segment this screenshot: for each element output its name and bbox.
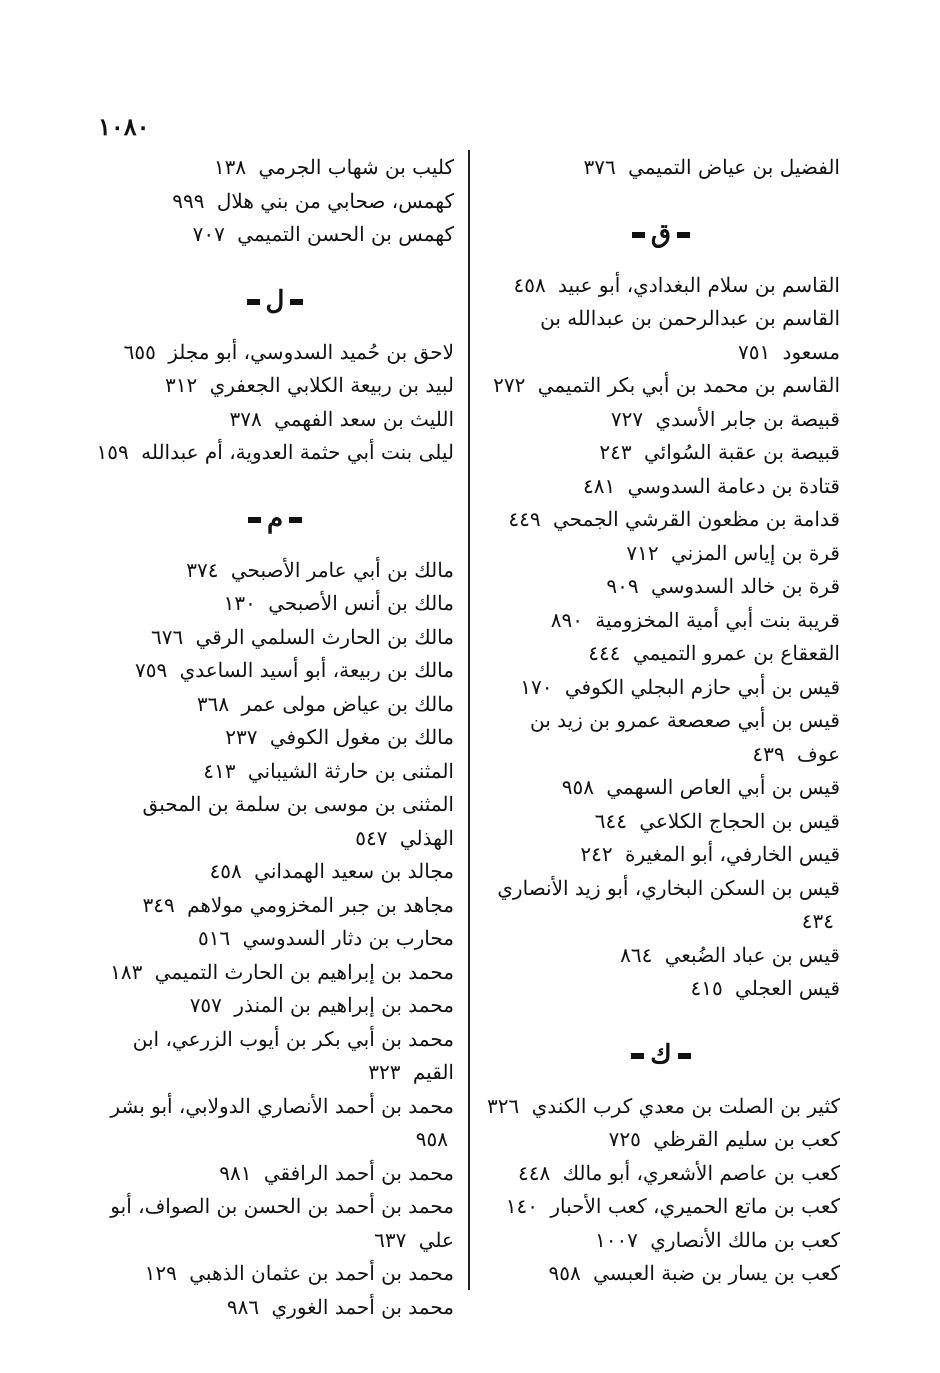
entry-name: كهمس، صحابي من بني هلال: [216, 188, 454, 213]
entry-page-number: ٧٢٥: [608, 1127, 641, 1151]
entry-name: الفضيل بن عياض التميمي: [628, 155, 840, 179]
entry-name: الليث بن سعد الفهمي: [274, 406, 454, 431]
entry-name: القاسم بن سلام البغدادي، أبو عبيد: [558, 272, 840, 297]
index-entry: [482, 604, 840, 638]
index-entry: [482, 972, 840, 1006]
entry-page-number: ٤٤٩: [508, 507, 541, 531]
index-entry: [482, 436, 840, 470]
ornament-bar: [247, 299, 260, 305]
entry-name: قيس بن أبي العاص السهمي: [606, 775, 840, 799]
entry-page-number: ٦٣٧: [374, 1227, 407, 1252]
entry-page-number: ٩٠٩: [606, 574, 639, 598]
entry-page-number: ٤٤٨: [517, 1160, 551, 1185]
section-spacer: [96, 252, 454, 266]
entry-page-number: ٧٢٧: [610, 406, 644, 431]
entry-page-number: ٤٣٩: [752, 741, 785, 766]
entry-name: مالك بن عياض مولى عمر: [241, 691, 454, 716]
section-spacer: [482, 1006, 840, 1020]
entry-name: مالك بن أنس الأصبحي: [268, 591, 454, 615]
entry-name: مالك بن ربيعة، أبو أسيد الساعدي: [179, 658, 454, 682]
ornament-bar: [290, 299, 303, 305]
index-entry: [482, 302, 840, 369]
index-entry: [96, 1090, 454, 1157]
entry-page-number: ٢٣٧: [225, 725, 258, 749]
index-entry: [96, 1291, 454, 1325]
entry-page-number: ٦٤٤: [594, 808, 627, 833]
index-entry: [482, 470, 840, 504]
index-entry: [96, 788, 454, 855]
index-entry: [96, 1190, 454, 1257]
entry-page-number: ٤٨١: [583, 473, 616, 498]
entry-name: قبيصة بن جابر الأسدي: [655, 406, 840, 431]
entry-name: قيس بن أبي حازم البجلي الكوفي: [564, 674, 840, 699]
index-entry: [482, 403, 840, 437]
entry-name: المثنى بن موسى بن سلمة بن المحبق الهذلي: [142, 792, 454, 850]
index-entry: [482, 570, 840, 604]
entry-page-number: ١٣٠: [223, 591, 256, 615]
index-entry: [96, 688, 454, 722]
entry-page-number: ٧١٢: [626, 540, 659, 565]
entry-name: محمد بن أحمد الغوري: [271, 1294, 454, 1319]
entry-page-number: ٢٤٢: [580, 842, 613, 866]
entry-name: قيس العجلي: [735, 976, 840, 1000]
entry-name: لاحق بن حُميد السدوسي، أبو مجلز: [168, 339, 454, 364]
entry-page-number: ٤١٣: [203, 758, 236, 783]
index-entry: [482, 503, 840, 537]
entry-page-number: ٧٥٧: [189, 993, 222, 1017]
section-letter: م: [266, 503, 284, 534]
index-entry: [96, 721, 454, 755]
index-entry: [482, 151, 840, 185]
entry-name: قيس بن الحجاج الكلاعي: [639, 808, 840, 833]
entry-name: مالك بن أبي عامر الأصبحي: [230, 557, 454, 582]
entry-page-number: ١٧٠: [520, 674, 553, 699]
entry-name: قرة بن إياس المزني: [670, 540, 840, 565]
entry-page-number: ٩٨١: [219, 1160, 252, 1185]
ornament-bar: [677, 232, 690, 238]
index-entry: [96, 554, 454, 588]
index-entry: [482, 872, 840, 939]
entry-page-number: ٢٧٢: [493, 373, 526, 397]
entry-name: مجاهد بن جبر المخزومي مولاهم: [187, 892, 454, 917]
index-entry: [96, 1023, 454, 1090]
section-letter-header: [482, 1020, 840, 1090]
entry-page-number: ٩٨٦: [226, 1294, 260, 1319]
entry-page-number: ٥٤٧: [355, 825, 388, 850]
entry-page-number: ٢٤٣: [599, 440, 632, 464]
entry-page-number: ٤٥٨: [513, 272, 546, 297]
entry-name: قبيصة بن عقبة السُوائي: [644, 440, 840, 464]
entry-name: قيس بن السكن البخاري، أبو زيد الأنصاري: [497, 875, 840, 900]
ornament-bar: [248, 517, 261, 523]
entry-name: قيس بن عباد الضُبعي: [664, 942, 840, 967]
entry-page-number: ٥١٦: [198, 926, 231, 950]
entry-page-number: ٤٤٤: [588, 641, 621, 665]
index-entry: [96, 403, 454, 437]
entry-page-number: ٨٦٤: [620, 942, 653, 967]
entry-name: مالك بن الحارث السلمي الرقي: [195, 624, 454, 649]
entry-page-number: ٣٦٨: [196, 691, 230, 716]
entry-name: محمد بن أبي بكر بن أيوب الزرعي، ابن القيم: [132, 1026, 454, 1084]
entry-name: قتادة بن دعامة السدوسي: [627, 473, 840, 498]
entry-page-number: ١٢٩: [144, 1261, 177, 1285]
index-entry: [482, 637, 840, 671]
entry-name: القاسم بن محمد بن أبي بكر التميمي: [537, 373, 840, 397]
index-entry: [96, 185, 454, 219]
index-entry: [96, 755, 454, 789]
ornament-bar: [631, 1053, 644, 1059]
entry-page-number: ٩٥٨: [561, 775, 595, 799]
index-entry: [96, 587, 454, 621]
index-entry: [482, 939, 840, 973]
entry-page-number: ٣١٢: [165, 373, 198, 397]
entry-name: محمد بن أحمد الأنصاري الدولابي، أبو بشر: [110, 1093, 454, 1118]
entry-name: محارب بن دثار السدوسي: [242, 926, 454, 950]
index-entry: [482, 369, 840, 403]
entry-name: محمد بن إبراهيم بن المنذر: [234, 993, 454, 1017]
entry-name: المثنى بن حارثة الشيباني: [247, 758, 454, 783]
index-entry: [482, 838, 840, 872]
section-spacer: [482, 185, 840, 199]
index-entry: [96, 654, 454, 688]
entry-name: كعب بن يسار بن ضبة العبسي: [593, 1261, 840, 1285]
section-letter-header: [96, 266, 454, 336]
entry-name: قريبة بنت أبي أمية المخزومية: [595, 607, 840, 632]
entry-page-number: ٣٧٨: [229, 406, 262, 431]
entry-name: محمد بن أحمد الرافقي: [263, 1160, 454, 1185]
index-entry: [482, 1190, 840, 1224]
entry-page-number: ٧٥٩: [135, 658, 168, 682]
index-entry: [96, 336, 454, 370]
entry-page-number: ٩٩٩: [172, 188, 205, 213]
entry-page-number: ٣٢٣: [368, 1060, 401, 1084]
index-entry: [96, 151, 454, 185]
entry-name: القعقاع بن عمرو التميمي: [632, 641, 840, 665]
entry-page-number: ١٥٩: [96, 440, 129, 464]
right-column: [482, 151, 840, 1291]
entry-page-number: ٣٢٦: [487, 1093, 520, 1118]
index-entry: [96, 1157, 454, 1191]
ornament-bar: [632, 232, 645, 238]
entry-page-number: ٣٧٤: [186, 557, 219, 582]
index-entry: [482, 537, 840, 571]
index-entry: [482, 1224, 840, 1258]
entry-name: كهمس بن الحسن التميمي: [237, 222, 454, 246]
index-entry: [482, 805, 840, 839]
entry-name: كعب بن ماتع الحميري، كعب الأحبار: [550, 1194, 840, 1218]
entry-page-number: ٣٤٩: [142, 892, 175, 917]
entry-page-number: ١٠٠٧: [594, 1227, 638, 1252]
entry-page-number: ٩٥٨: [415, 1127, 448, 1151]
index-entry: [96, 855, 454, 889]
section-spacer: [96, 470, 454, 484]
entry-name: ليلى بنت أبي حثمة العدوية، أم عبدالله: [141, 440, 454, 464]
index-entry: [96, 1257, 454, 1291]
entry-page-number: ١٨٣: [110, 959, 143, 984]
index-entry: [96, 436, 454, 470]
entry-page-number: ٦٥٥: [123, 339, 156, 364]
index-entry: [96, 956, 454, 990]
entry-name: كعب بن مالك الأنصاري: [650, 1227, 840, 1252]
entry-page-number: ١٤٠: [505, 1194, 538, 1218]
column-divider: [468, 150, 470, 1290]
entry-name: محمد بن أحمد بن عثمان الذهبي: [189, 1261, 454, 1285]
entry-page-number: ١٣٨: [213, 155, 247, 179]
entry-name: مجالد بن سعيد الهمداني: [254, 859, 454, 883]
entry-page-number: ٤٣٤: [801, 909, 834, 933]
index-entry: [96, 621, 454, 655]
entry-page-number: ٧٠٧: [192, 222, 225, 246]
entry-page-number: ٦٧٦: [151, 624, 184, 649]
index-entry: [482, 671, 840, 705]
entry-page-number: ٤١٥: [690, 976, 723, 1000]
entry-name: لبيد بن ربيعة الكلابي الجعفري: [209, 373, 454, 397]
ornament-bar: [678, 1053, 691, 1059]
entry-page-number: ٤٥٨: [209, 859, 242, 883]
ornament-bar: [289, 517, 302, 523]
entry-name: قيس بن أبي صعصعة عمرو بن زيد بن عوف: [529, 708, 840, 766]
entry-name: محمد بن إبراهيم بن الحارث التميمي: [154, 959, 454, 984]
entry-name: قدامة بن مظعون القرشي الجمحي: [553, 507, 840, 531]
entry-name: كعب بن سليم القرظي: [653, 1127, 840, 1151]
entry-page-number: ٣٧٦: [583, 155, 616, 179]
section-letter: ل: [265, 285, 285, 316]
section-letter-header: [96, 484, 454, 554]
index-entry: [96, 922, 454, 956]
entry-name: القاسم بن عبدالرحمن بن عبدالله بن مسعود: [540, 306, 840, 364]
entry-name: كثير بن الصلت بن معدي كرب الكندي: [531, 1093, 840, 1118]
index-entry: [482, 704, 840, 771]
entry-name: قيس الخارفي، أبو المغيرة: [624, 842, 840, 866]
entry-page-number: ٧٥١: [737, 339, 771, 364]
entry-name: قرة بن خالد السدوسي: [650, 574, 840, 598]
index-entry: [96, 369, 454, 403]
page-number: ١٠٨٠: [98, 112, 150, 141]
index-entry: [482, 1123, 840, 1157]
section-letter: ك: [650, 1039, 672, 1070]
entry-name: مالك بن مغول الكوفي: [269, 725, 454, 749]
section-letter: ق: [650, 218, 672, 249]
left-column: [96, 151, 454, 1324]
entry-page-number: ٩٥٨: [548, 1261, 581, 1285]
index-entry: [482, 771, 840, 805]
index-entry: [96, 989, 454, 1023]
index-entry: [482, 1090, 840, 1124]
entry-name: محمد بن أحمد بن الحسن بن الصواف، أبو علي: [110, 1194, 454, 1252]
section-letter-header: [482, 199, 840, 269]
entry-name: كعب بن عاصم الأشعري، أبو مالك: [562, 1160, 840, 1185]
index-entry: [482, 269, 840, 303]
index-entry: [96, 218, 454, 252]
index-entry: [482, 1157, 840, 1191]
entry-name: كليب بن شهاب الجرمي: [258, 155, 454, 179]
entry-page-number: ٨٩٠: [550, 607, 583, 632]
index-entry: [96, 889, 454, 923]
index-entry: [482, 1257, 840, 1291]
